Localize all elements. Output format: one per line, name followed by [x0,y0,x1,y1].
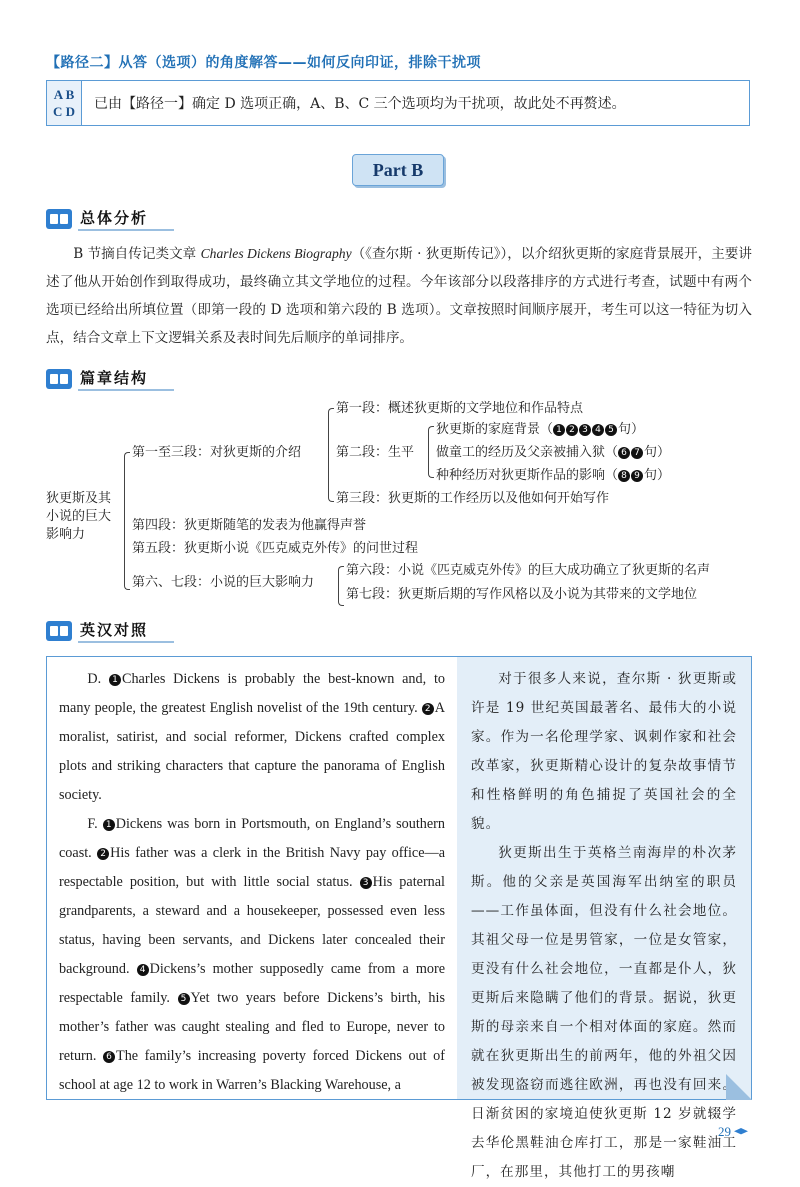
sentence-number: 5 [178,993,190,1005]
tree-para-6: 第六段：小说《匹克威克外传》的巨大成功确立了狄更斯的名声 [346,563,711,578]
english-paragraph-f [59,810,445,1100]
paragraph-label: F. [87,816,98,832]
tree-para-3: 第三段：狄更斯的工作经历以及他如何开始写作 [336,491,610,506]
section-structure-header [46,368,174,390]
section-title: 英汉对照 [78,619,174,643]
sentence-number: 9 [631,470,643,482]
sentence: Charles Dickens is probably the best-known and, to many people, the greatest English novelist of the 19th century. [59,671,445,716]
abcd-label-line2: C D [52,104,76,119]
sentence-number: 4 [592,424,604,436]
tree-para-7: 第七段：狄更斯后期的写作风格以及小说为其带来的文学地位 [346,587,698,602]
sentence-number: 2 [97,848,109,860]
tree-para-2c-suffix: 句） [644,468,671,483]
tree-group-3: 第六、七段：小说的巨大影响力 [132,575,315,590]
page-fold-corner [726,1074,752,1100]
abcd-label-line1: A B [53,87,75,102]
tree-para-2: 第二段：生平 [336,445,415,460]
brace-root [124,452,130,590]
sentence-number: 2 [422,703,434,715]
overview-text-2: （《查尔斯 · 狄更斯传记》），以介绍狄更斯的家庭背景展开，主要讲述了他从开始创作到取得成功，最终确立其文学地位的过程。今年该部分以段落排序的方式进行考查，试题中有两个选项已经给出所填位置（即第一段的 D 选项和第六段的 B 选项）。文章按照时间顺序展开，考生可以这一特征为切入点，结合文章上下文逻辑关系及表时间先后顺序的单词排序。 [46,246,752,346]
tree-para-2a [436,421,644,439]
sentence-number: 6 [618,447,630,459]
sentence-number: 1 [103,819,115,831]
brace-para-2 [428,426,434,478]
overview-title-en: Charles Dickens Biography [200,246,352,261]
sentence: The family’s increasing poverty forced Dickens out of school at age 12 to work in Warren’s Blacking Warehouse, a [59,1048,445,1093]
abcd-label [47,81,82,125]
section-overview-header [46,208,174,230]
tree-para-2c-text: 种种经历对狄更斯作品的影响（ [436,468,619,483]
sentence: Yet two years before Dickens’s birth, his mother’s father was caught stealing and fled to Europe, never to return. [59,990,445,1064]
section-bilingual-header [46,620,174,642]
sentence-number: 3 [360,877,372,889]
english-column [47,657,457,1099]
sentence-number: 2 [566,424,578,436]
tree-para-2b-suffix: 句） [644,445,671,460]
chinese-paragraph-2: 狄更斯出生于英格兰南海岸的朴次茅斯。他的父亲是英国海军出纳室的职员——工作虽体面，但没有什么社会地位。其祖父母一位是男管家，一位是女管家，更没有什么社会地位，一直都是仆人，狄更斯后来隐瞒了他们的背景。据说，狄更斯的母亲来自一个相对体面的家庭。然而就在狄更斯出生的前两年，他的外祖父因被发现盗窃而逃往欧洲，再也没有回来。日渐贫困的家境迫使狄更斯 12 岁就辍学去华伦黑鞋油仓库打工，那是一家鞋油工厂，在那里，其他打工的男孩嘲 [471,845,737,1180]
paragraph-label: D. [87,671,102,687]
tree-root [46,490,111,544]
sentence-number: 5 [605,424,617,436]
sentence-number: 1 [553,424,565,436]
page-number-text: 29 [718,1124,731,1139]
tree-para-2b [436,444,670,462]
structure-tree [0,390,800,620]
tree-root-line2: 小说的巨大 [46,509,112,524]
sentence-number: 7 [631,447,643,459]
tree-para-5: 第五段：狄更斯小说《匹克威克外传》的问世过程 [132,541,419,556]
book-icon [46,369,72,389]
abcd-note-text: 已由【路径一】确定 D 选项正确，A、B、C 三个选项均为干扰项，故此处不再赘述。 [94,96,626,112]
section-title: 篇章结构 [78,367,174,391]
sentence-number: 1 [109,674,121,686]
book-icon [46,621,72,641]
sentence-number: 6 [103,1051,115,1063]
abcd-note-box [46,80,750,126]
english-paragraph-d [59,665,445,810]
sentence-number: 8 [618,470,630,482]
sentence: Dickens’s mother supposedly came from a more respectable family. [59,961,446,1006]
sentence-number: 3 [579,424,591,436]
tree-para-2b-text: 做童工的经历及父亲被捕入狱（ [436,445,619,460]
tree-group-1: 第一至三段：对狄更斯的介绍 [132,445,302,460]
path2-heading: 【路径二】从答（选项）的角度解答——如何反向印证，排除干扰项 [46,55,481,71]
overview-paragraph [46,240,752,352]
chinese-paragraph-1: 对于很多人来说，查尔斯 · 狄更斯或许是 19 世纪英国最著名、最伟大的小说家。作为一名伦理学家、讽刺作家和社会改革家，狄更斯精心设计的复杂故事情节和性格鲜明的角色捕捉了英国社会的全貌。 [471,671,737,832]
tree-para-2a-suffix: 句） [618,422,645,437]
tree-para-4: 第四段：狄更斯随笔的发表为他赢得声誉 [132,518,367,533]
section-title: 总体分析 [78,207,174,231]
tree-para-1: 第一段：概述狄更斯的文学地位和作品特点 [336,401,584,416]
tree-root-line1: 狄更斯及其 [46,491,112,506]
sentence: Dickens was born in Portsmouth, on England’s southern coast. [59,816,445,861]
overview-text-1: B 节摘自传记类文章 [73,246,201,262]
tree-para-2c [436,467,670,485]
sentence: His paternal grandparents, a steward and a housekeeper, possessed even less status, having been servants, and Dickens later concealed their background. [59,874,445,977]
brace-group-1 [328,408,334,502]
tree-root-line3: 影响力 [46,527,86,542]
tree-para-2a-text: 狄更斯的家庭背景（ [436,422,554,437]
part-b-badge: Part B [352,154,444,186]
brace-group-3 [338,566,344,606]
book-icon [46,209,72,229]
graduation-cap-icon [734,1128,748,1136]
sentence: His father was a clerk in the British Navy pay office—a respectable position, but with little social status. [59,845,445,890]
page-number [718,1124,748,1140]
sentence-number: 4 [137,964,149,976]
sentence: A moralist, satirist, and social reformer, Dickens crafted complex plots and striking characters that capture the panorama of English society. [59,700,445,803]
